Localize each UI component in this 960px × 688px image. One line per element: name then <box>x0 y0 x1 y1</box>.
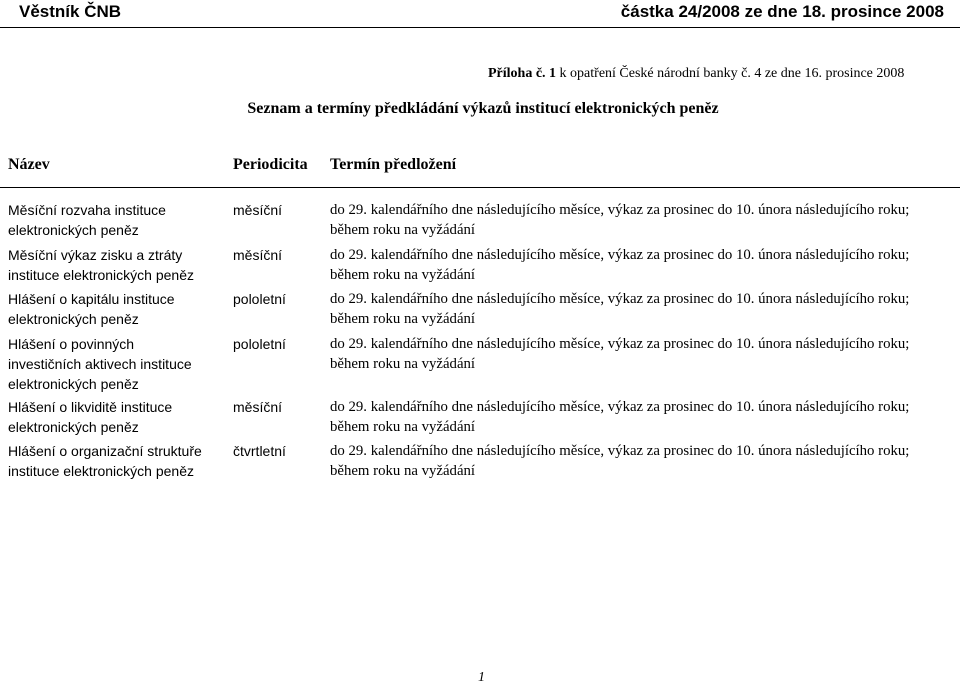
table-row-deadline <box>330 397 909 437</box>
name-line: investičních aktivech instituce <box>8 356 192 372</box>
journal-title: Věstník ČNB <box>19 2 122 21</box>
name-line: elektronických peněz <box>8 419 139 435</box>
table-row-periodicity: pololetní <box>233 336 286 352</box>
table-row-periodicity: pololetní <box>233 291 286 307</box>
annex-regulation: k opatření České národní banky č. 4 ze dne 16. prosince 2008 <box>556 66 905 81</box>
table-row-deadline <box>330 245 909 285</box>
table-row-periodicity: měsíční <box>233 202 283 218</box>
table-row-periodicity: čtvrtletní <box>233 443 286 459</box>
name-line: elektronických peněz <box>8 222 139 238</box>
table-row-name <box>8 200 166 240</box>
deadline-line: během roku na vyžádání <box>330 463 476 479</box>
deadline-line: do 29. kalendářního dne následujícího měsíce, výkaz za prosinec do 10. února následujícího roku; <box>330 399 910 415</box>
header-divider <box>0 27 960 28</box>
column-header-deadline: Termín předložení <box>330 156 457 173</box>
name-line: instituce elektronických peněz <box>8 463 194 479</box>
name-line: elektronických peněz <box>8 311 139 327</box>
annex-label: Příloha č. 1 <box>488 66 557 81</box>
table-header-divider <box>0 187 960 188</box>
name-line: Měsíční rozvaha instituce <box>8 202 166 218</box>
table-row-deadline <box>330 289 909 329</box>
column-header-name: Název <box>8 156 50 173</box>
deadline-line: do 29. kalendářního dne následujícího měsíce, výkaz za prosinec do 10. února následujícího roku; <box>330 336 910 352</box>
table-row-name <box>8 334 192 394</box>
deadline-line: do 29. kalendářního dne následujícího měsíce, výkaz za prosinec do 10. února následujícího roku; <box>330 202 910 218</box>
deadline-line: do 29. kalendářního dne následujícího měsíce, výkaz za prosinec do 10. února následujícího roku; <box>330 443 910 459</box>
table-row-periodicity: měsíční <box>233 247 283 263</box>
table-row-deadline <box>330 334 909 374</box>
document-title: Seznam a termíny předkládání výkazů institucí elektronických peněz <box>247 100 719 117</box>
deadline-line: během roku na vyžádání <box>330 419 476 435</box>
name-line: Hlášení o organizační struktuře <box>8 443 202 459</box>
table-row-periodicity: měsíční <box>233 399 283 415</box>
table-row-deadline <box>330 441 909 481</box>
table-row-name <box>8 441 202 481</box>
deadline-line: během roku na vyžádání <box>330 356 476 372</box>
name-line: Měsíční výkaz zisku a ztráty <box>8 247 183 263</box>
column-header-periodicity: Periodicita <box>233 156 308 173</box>
table-row-deadline <box>330 200 909 240</box>
deadline-line: během roku na vyžádání <box>330 267 476 283</box>
issue-info: částka 24/2008 ze dne 18. prosince 2008 <box>620 2 944 21</box>
page-number: 1 <box>478 670 485 685</box>
table-row-name <box>8 397 172 437</box>
deadline-line: do 29. kalendářního dne následujícího měsíce, výkaz za prosinec do 10. února následujícího roku; <box>330 247 910 263</box>
name-line: instituce elektronických peněz <box>8 267 194 283</box>
name-line: elektronických peněz <box>8 376 139 392</box>
name-line: Hlášení o povinných <box>8 336 135 352</box>
table-row-name <box>8 245 194 285</box>
deadline-line: během roku na vyžádání <box>330 222 476 238</box>
annex-reference <box>488 66 904 82</box>
table-row-name <box>8 289 175 329</box>
deadline-line: do 29. kalendářního dne následujícího měsíce, výkaz za prosinec do 10. února následujícího roku; <box>330 291 910 307</box>
name-line: Hlášení o likviditě instituce <box>8 399 173 415</box>
deadline-line: během roku na vyžádání <box>330 311 476 327</box>
name-line: Hlášení o kapitálu instituce <box>8 291 175 307</box>
